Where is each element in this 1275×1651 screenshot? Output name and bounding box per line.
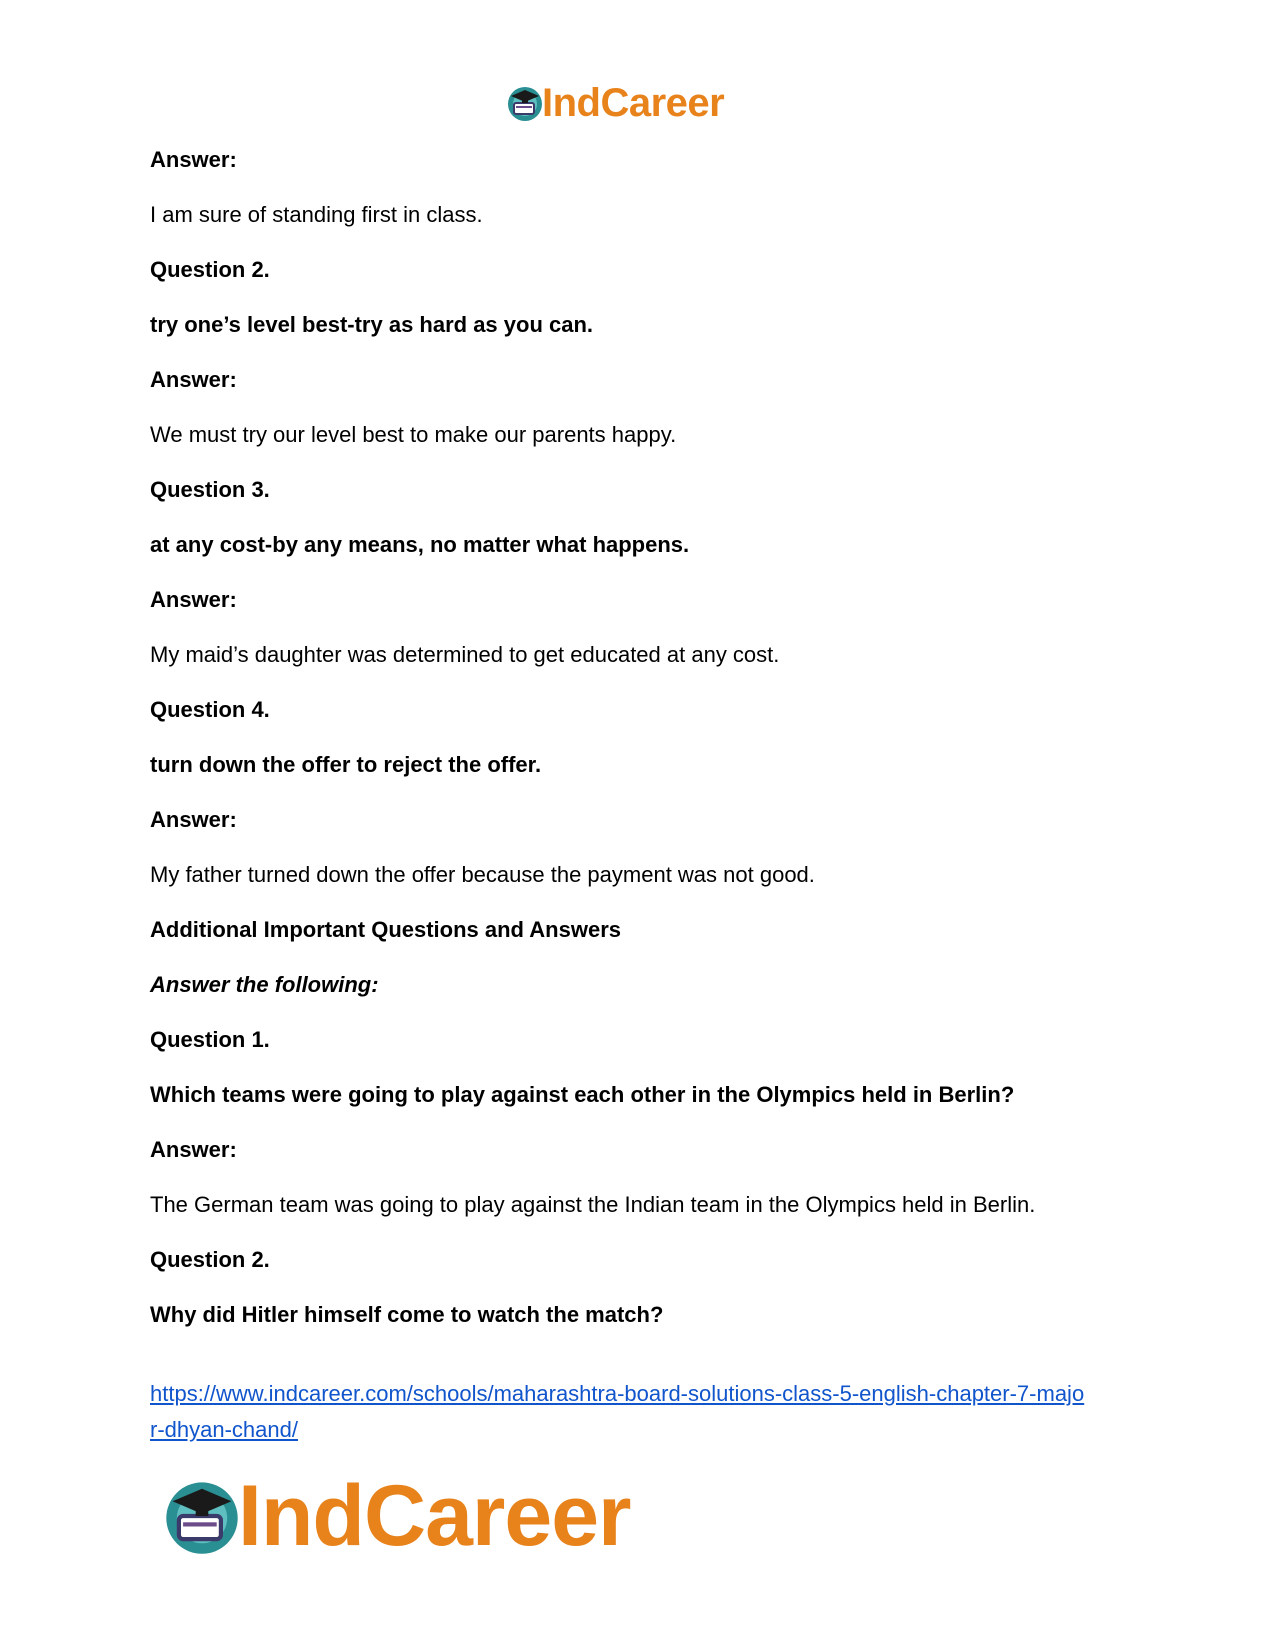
header-logo (505, 80, 724, 126)
source-link[interactable] (150, 1376, 1150, 1448)
text-line: turn down the offer to reject the offer. (150, 752, 542, 777)
text-line: Question 2. (150, 1247, 270, 1272)
text-line: Answer the following: (150, 972, 379, 997)
text-line: We must try our level best to make our parents happy. (150, 422, 677, 447)
source-link-line-2[interactable]: r-dhyan-chand/ (150, 1417, 298, 1442)
text-line: My father turned down the offer because the payment was not good. (150, 862, 815, 887)
text-line: try one’s level best-try as hard as you can. (150, 312, 594, 337)
text-line: I am sure of standing first in class. (150, 202, 483, 227)
text-line: Question 1. (150, 1027, 270, 1052)
source-link-line-1[interactable]: https://www.indcareer.com/schools/maharashtra-board-solutions-class-5-english-chapter-7-majo (150, 1381, 1085, 1406)
text-line: Answer: (150, 147, 237, 172)
text-line: Answer: (150, 367, 237, 392)
text-line: My maid’s daughter was determined to get educated at any cost. (150, 642, 780, 667)
graduation-book-icon (505, 83, 545, 123)
text-line: Question 4. (150, 697, 270, 722)
text-line: Question 3. (150, 477, 270, 502)
footer-logo (160, 1470, 631, 1562)
text-line: Which teams were going to play against each other in the Olympics held in Berlin? (150, 1082, 1015, 1107)
text-line: Answer: (150, 587, 237, 612)
header-logo-text: IndCareer (542, 81, 725, 125)
text-line: Question 2. (150, 257, 270, 282)
graduation-book-icon (160, 1474, 244, 1558)
text-line: Answer: (150, 1137, 237, 1162)
text-line: Why did Hitler himself come to watch the match? (150, 1302, 664, 1327)
text-line: Additional Important Questions and Answers (150, 917, 622, 942)
footer-logo-text: IndCareer (238, 1468, 631, 1564)
text-line: at any cost-by any means, no matter what happens. (150, 532, 690, 557)
text-line: The German team was going to play against the Indian team in the Olympics held in Berlin. (150, 1192, 1036, 1217)
text-line: Answer: (150, 807, 237, 832)
